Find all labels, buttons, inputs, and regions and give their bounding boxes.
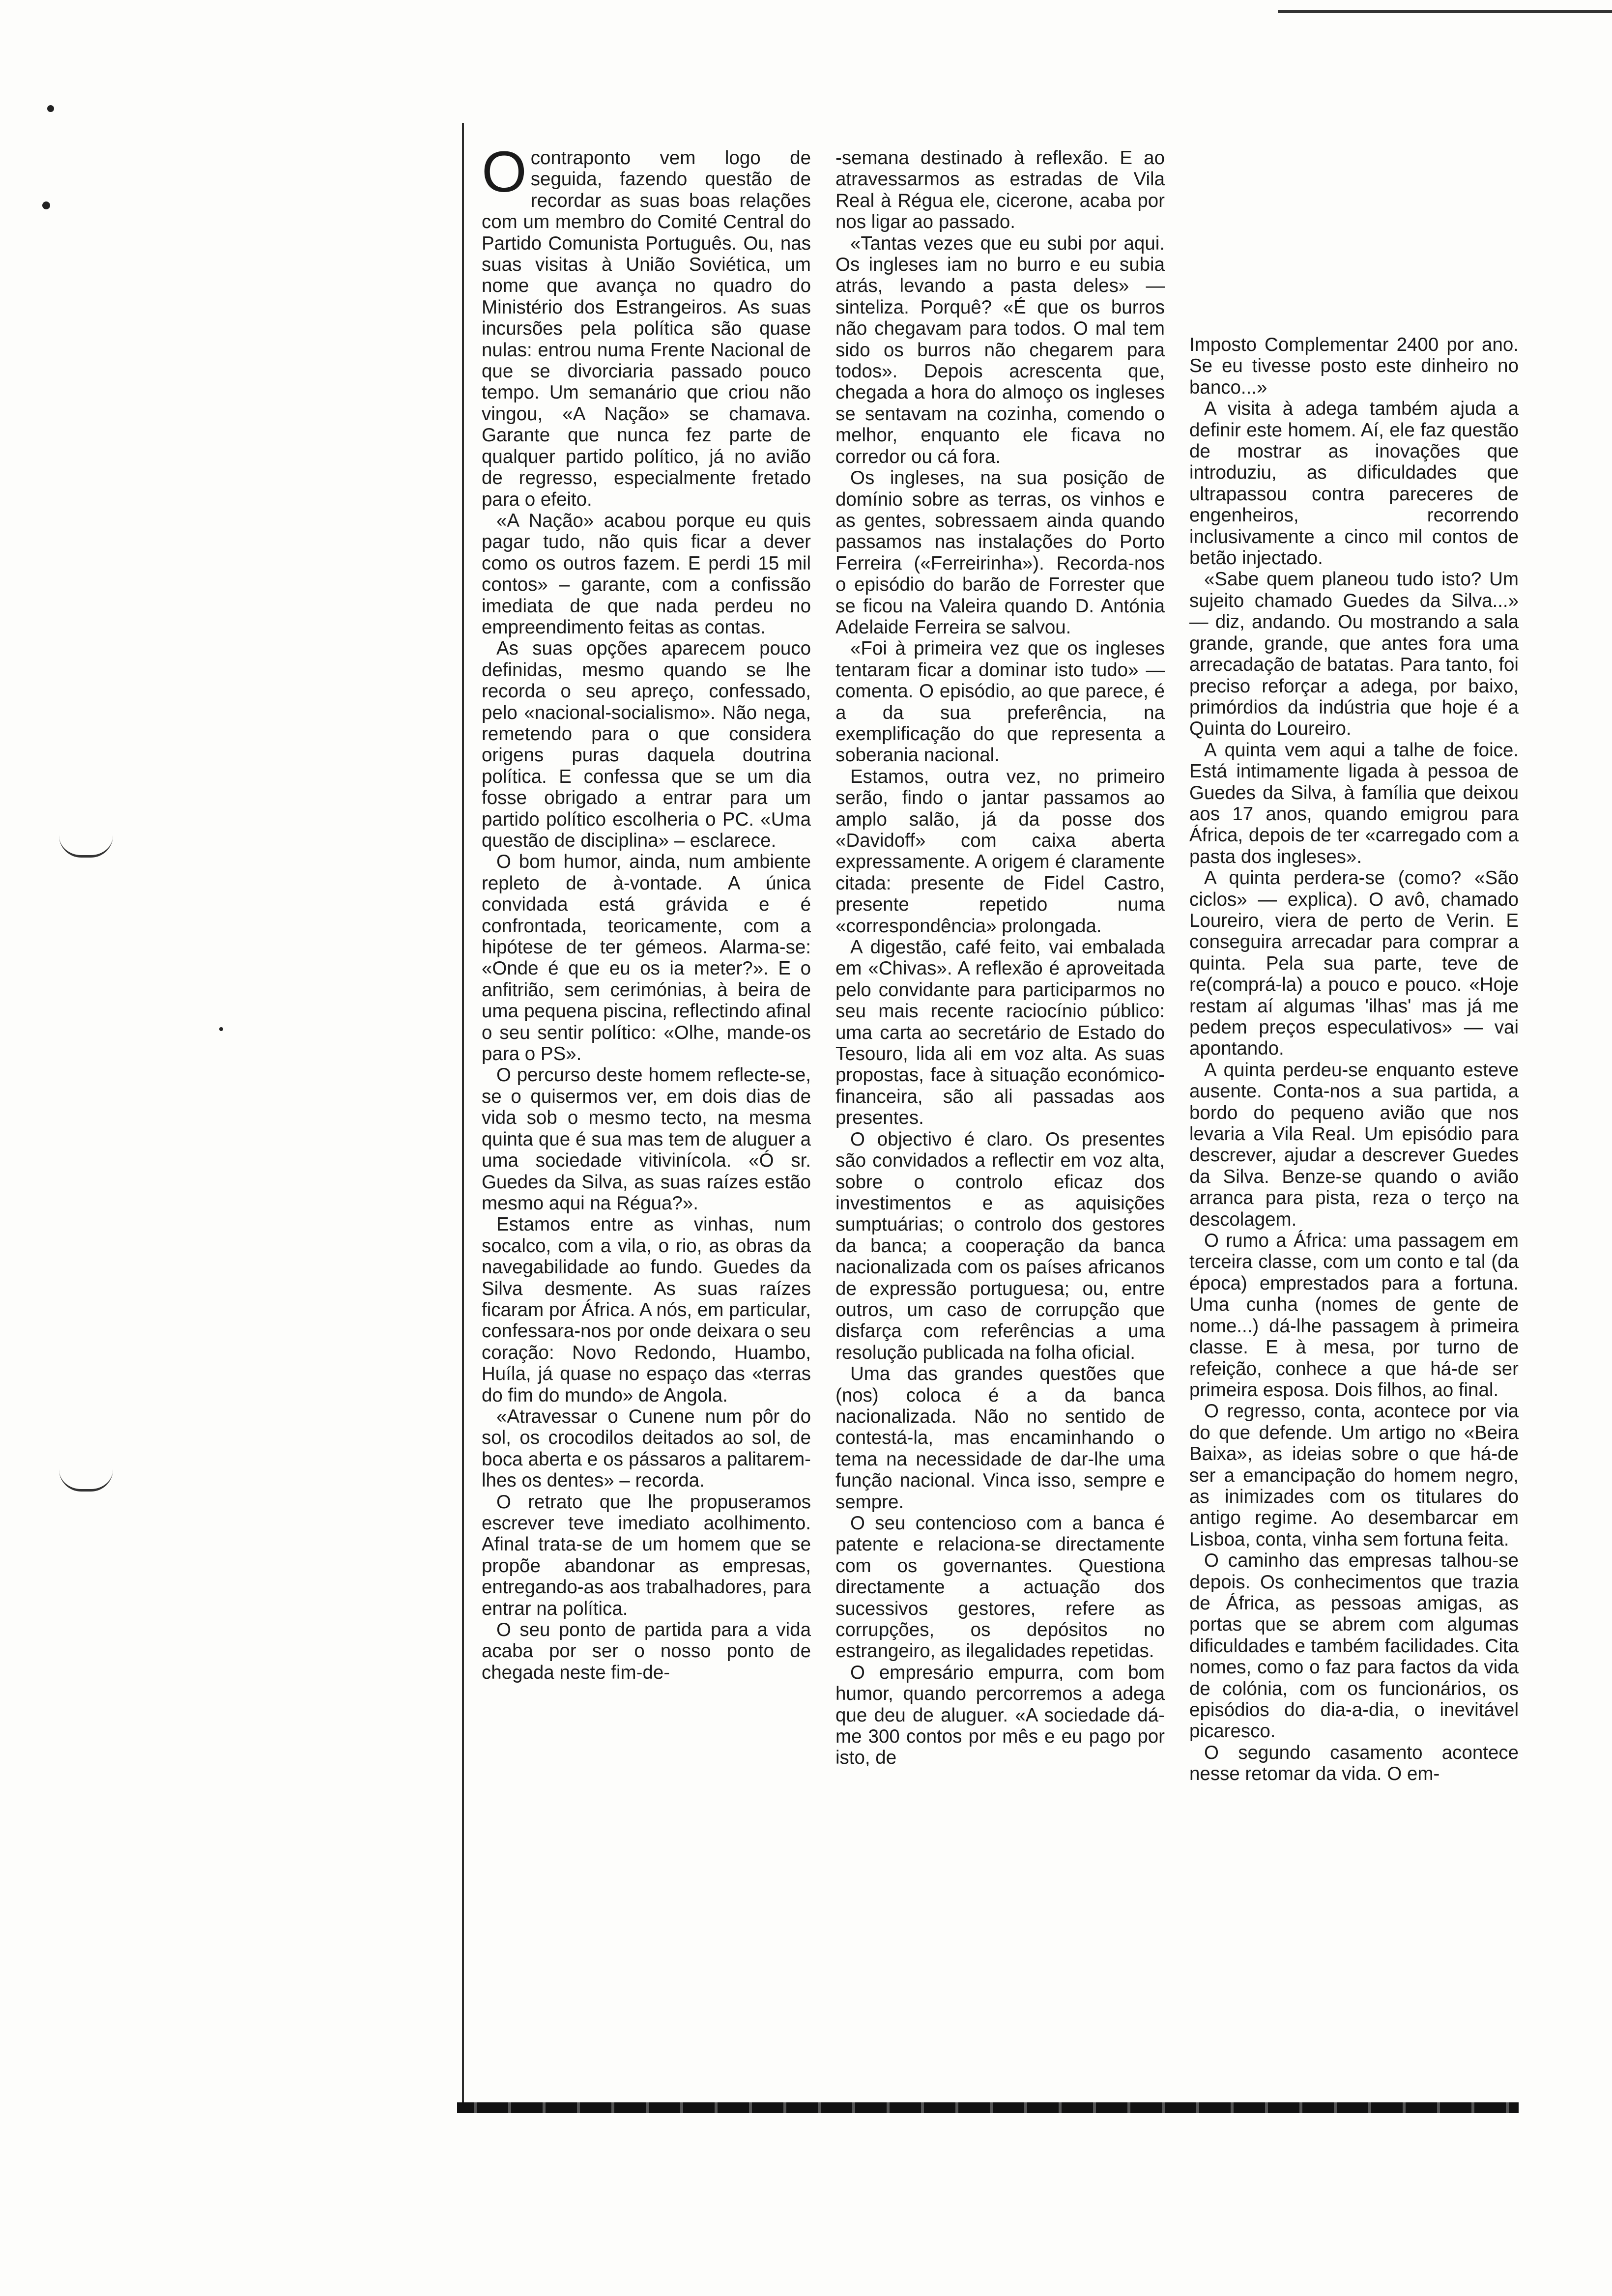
paragraph: O rumo a África: uma passagem em terceira classe, com um conto e tal (da época) emprestados para a fortuna. Uma cunha (nomes de gente de nome...) dá-lhe passagem à primeira classe. E à mesa, por turno de refeição, conhece a que há-de ser primeira esposa. Dois filhos, ao final.	[1189, 1230, 1519, 1401]
paragraph: «Atravessar o Cunene num pôr do sol, os crocodilos deitados ao sol, de boca aberta e os pássaros a palitarem-lhes os dentes» – recorda.	[482, 1406, 811, 1492]
punch-hole-mark	[59, 1469, 113, 1492]
punch-hole-mark	[59, 835, 113, 858]
paragraph: «A Nação» acabou porque eu quis pagar tudo, não quis ficar a dever como os outros fazem. E perdi 15 mil contos» – garante, com a confissão imediata de que nada perdeu no empreendimento feitas as contas.	[482, 510, 811, 638]
paragraph: O caminho das empresas talhou-se depois. Os conhecimentos que trazia de África, as pessoas amigas, as portas que se abrem com algumas dificuldades e também facilidades. Cita nomes, como o faz para factos da vida de colónia, com os funcionários, os episódios do dia-a-dia, o inevitável picaresco.	[1189, 1550, 1519, 1742]
paragraph: A visita à adega também ajuda a definir este homem. Aí, ele faz questão de mostrar as inovações que introduziu, as dificuldades que ultrapassou contra pareceres de engenheiros, recorrendo inclusivamente a cinco mil contos de betão injectado.	[1189, 398, 1519, 569]
margin-speck	[219, 1027, 223, 1031]
paragraph: A digestão, café feito, vai embalada em «Chivas». A reflexão é aproveitada pelo convidante para participarmos no seu mais recente raciocínio público: uma carta ao secretário de Estado do Tesouro, lida ali em voz alta. As suas propostas, face à situação económico-financeira, são ali passadas aos presentes.	[835, 937, 1165, 1129]
paragraph: As suas opções aparecem pouco definidas, mesmo quando se lhe recorda o seu apreço, confessado, pelo «nacional-socialismo». Não nega, remetendo para o que considera origens puras daquela doutrina política. E confessa que se um dia fosse obrigado a entrar para um partido político escolheria o PC. «Uma questão de disciplina» – esclarece.	[482, 638, 811, 851]
paragraph: Os ingleses, na sua posição de domínio sobre as terras, os vinhos e as gentes, sobressaem ainda quando passamos nas instalações do Porto Ferreira («Ferreirinha»). Recorda-nos o episódio do barão de Forrester que se ficou na Valeira quando D. Antónia Adelaide Ferreira se salvou.	[835, 467, 1165, 638]
paragraph: -semana destinado à reflexão. E ao atravessarmos as estradas de Vila Real à Régua ele, cicerone, acaba por nos ligar ao passado.	[835, 147, 1165, 233]
paragraph: Ocontraponto vem logo de seguida, fazendo questão de recordar as suas boas relações com um membro do Comité Central do Partido Comunista Português. Ou, nas suas visitas à União Soviética, um nome que avança no quadro do Ministério dos Estrangeiros. As suas incursões pela política são quase nulas: entrou numa Frente Nacional de que se divorciaria passado pouco tempo. Um semanário que criou não vingou, «A Nação» se chamava. Garante que nunca fez parte de qualquer partido político, já no avião de regresso, especialmente fretado para o efeito.	[482, 140, 811, 510]
page-edge-rule	[1278, 10, 1612, 13]
paragraph: O seu ponto de partida para a vida acaba por ser o nosso ponto de chegada neste fim-de-	[482, 1619, 811, 1683]
paragraph: O percurso deste homem reflecte-se, se o quisermos ver, em dois dias de vida sob o mesmo tecto, na mesma quinta que é sua mas tem de aluguer a uma sociedade vitivinícola. «Ó sr. Guedes da Silva, as suas raízes estão mesmo aqui na Régua?».	[482, 1064, 811, 1214]
paragraph: A quinta vem aqui a talhe de foice. Está intimamente ligada à pessoa de Guedes da Silva, à família que deixou aos 17 anos, quando emigrou para África, depois de ter «carregado com a pasta dos ingleses».	[1189, 739, 1519, 867]
paragraph: Estamos, outra vez, no primeiro serão, findo o jantar passamos ao amplo salão, já da posse dos «Davidoff» com caixa aberta expressamente. A origem é claramente citada: presente de Fidel Castro, presente repetido numa «correspondência» prolongada.	[835, 766, 1165, 937]
paragraph: Estamos entre as vinhas, num socalco, com a vila, o rio, as obras da navegabilidade ao fundo. Guedes da Silva desmente. As suas raízes ficaram por África. A nós, em particular, confessara-nos por onde deixara o seu coração: Novo Redondo, Huambo, Huíla, já quase no espaço das «terras do fim do mundo» de Angola.	[482, 1214, 811, 1406]
paragraph: «Tantas vezes que eu subi por aqui. Os ingleses iam no burro e eu subia atrás, levando a pasta deles» — sinteliza. Porquê? «É que os burros não chegavam para todos. O mal tem sido os burros não chegarem para todos». Depois acrescenta que, chegada a hora do almoço os ingleses se sentavam na cozinha, comendo o melhor, enquanto ele ficava no corredor ou cá fora.	[835, 232, 1165, 467]
article-column-3	[1189, 334, 1519, 1785]
bottom-border-bar	[457, 2102, 1519, 2113]
paragraph: O bom humor, ainda, num ambiente repleto de à-vontade. A única convidada está grávida e é confrontada, teoricamente, com a hipótese de ter gémeos. Alarma-se: «Onde é que eu os ia meter?». E o anfitrião, sem cerimónias, à beira de uma pequena piscina, reflectindo afinal o seu sentir político: «Olhe, mande-os para o PS».	[482, 851, 811, 1065]
margin-speck	[42, 201, 50, 209]
paragraph: Uma das grandes questões que (nos) coloca é a da banca nacionalizada. Não no sentido de contestá-la, mas encaminhando o tema na necessidade de dar-lhe uma função nacional. Vinca isso, sempre e sempre.	[835, 1363, 1165, 1513]
paragraph: «Sabe quem planeou tudo isto? Um sujeito chamado Guedes da Silva...» — diz, andando. Ou mostrando a sala grande, grande, que antes fora uma arrecadação de batatas. Para tanto, foi preciso reforçar a adega, por baixo, primórdios da indústria que hoje é a Quinta do Loureiro.	[1189, 569, 1519, 740]
drop-cap: O	[482, 140, 527, 204]
paragraph: O retrato que lhe propuseramos escrever teve imediato acolhimento. Afinal trata-se de um homem que se propõe abandonar as empresas, entregando-as aos trabalhadores, para entrar na política.	[482, 1491, 811, 1619]
paragraph: O seu contencioso com a banca é patente e relaciona-se directamente com os governantes. Questiona directamente a actuação dos sucessivos gestores, refere as corrupções, os depósitos no estrangeiro, as ilegalidades repetidas.	[835, 1513, 1165, 1662]
article-column-1	[482, 140, 811, 1683]
paragraph: O segundo casamento acontece nesse retomar da vida. O em-	[1189, 1742, 1519, 1785]
paragraph: A quinta perdeu-se enquanto esteve ausente. Conta-nos a sua partida, a bordo do pequeno avião que nos levaria a Vila Real. Um episódio para descrever, ajudar a descrever Guedes da Silva. Benze-se quando o avião arranca para pista, reza o terço na descolagem.	[1189, 1059, 1519, 1230]
column-rule	[462, 123, 464, 2103]
margin-speck	[47, 105, 54, 112]
paragraph: O objectivo é claro. Os presentes são convidados a reflectir em voz alta, sobre o controlo eficaz dos investimentos e as aquisições sumptuárias; o controlo dos gestores da banca; a cooperação da banca nacionalizada com os países africanos de expressão portuguesa; ou, entre outros, um caso de corrupção que disfarça com referências a uma resolução publicada na folha oficial.	[835, 1128, 1165, 1363]
paragraph: Imposto Complementar 2400 por ano. Se eu tivesse posto este dinheiro no banco...»	[1189, 334, 1519, 398]
paragraph: «Foi à primeira vez que os ingleses tentaram ficar a dominar isto tudo» — comenta. O episódio, ao que parece, é a da sua preferência, na exemplificação do que representa a soberania nacional.	[835, 638, 1165, 766]
paragraph: O empresário empurra, com bom humor, quando percorremos a adega que deu de aluguer. «A sociedade dá-me 300 contos por mês e eu pago por isto, de	[835, 1662, 1165, 1769]
paragraph: O regresso, conta, acontece por via do que defende. Um artigo no «Beira Baixa», as ideias sobre o que há-de ser a emancipação do homem negro, as inimizades com os titulares do antigo regime. Ao desembarcar em Lisboa, conta, vinha sem fortuna feita.	[1189, 1401, 1519, 1550]
article-column-2	[835, 147, 1165, 1769]
paragraph: A quinta perdera-se (como? «São ciclos» — explica). O avô, chamado Loureiro, viera de perto de Verin. E conseguira arrecadar para comprar a quinta. Pela sua parte, teve de re(comprá-la) a pouco e pouco. «Hoje restam aí algumas 'ilhas' mas já me pedem preços especulativos» — vai apontando.	[1189, 867, 1519, 1060]
